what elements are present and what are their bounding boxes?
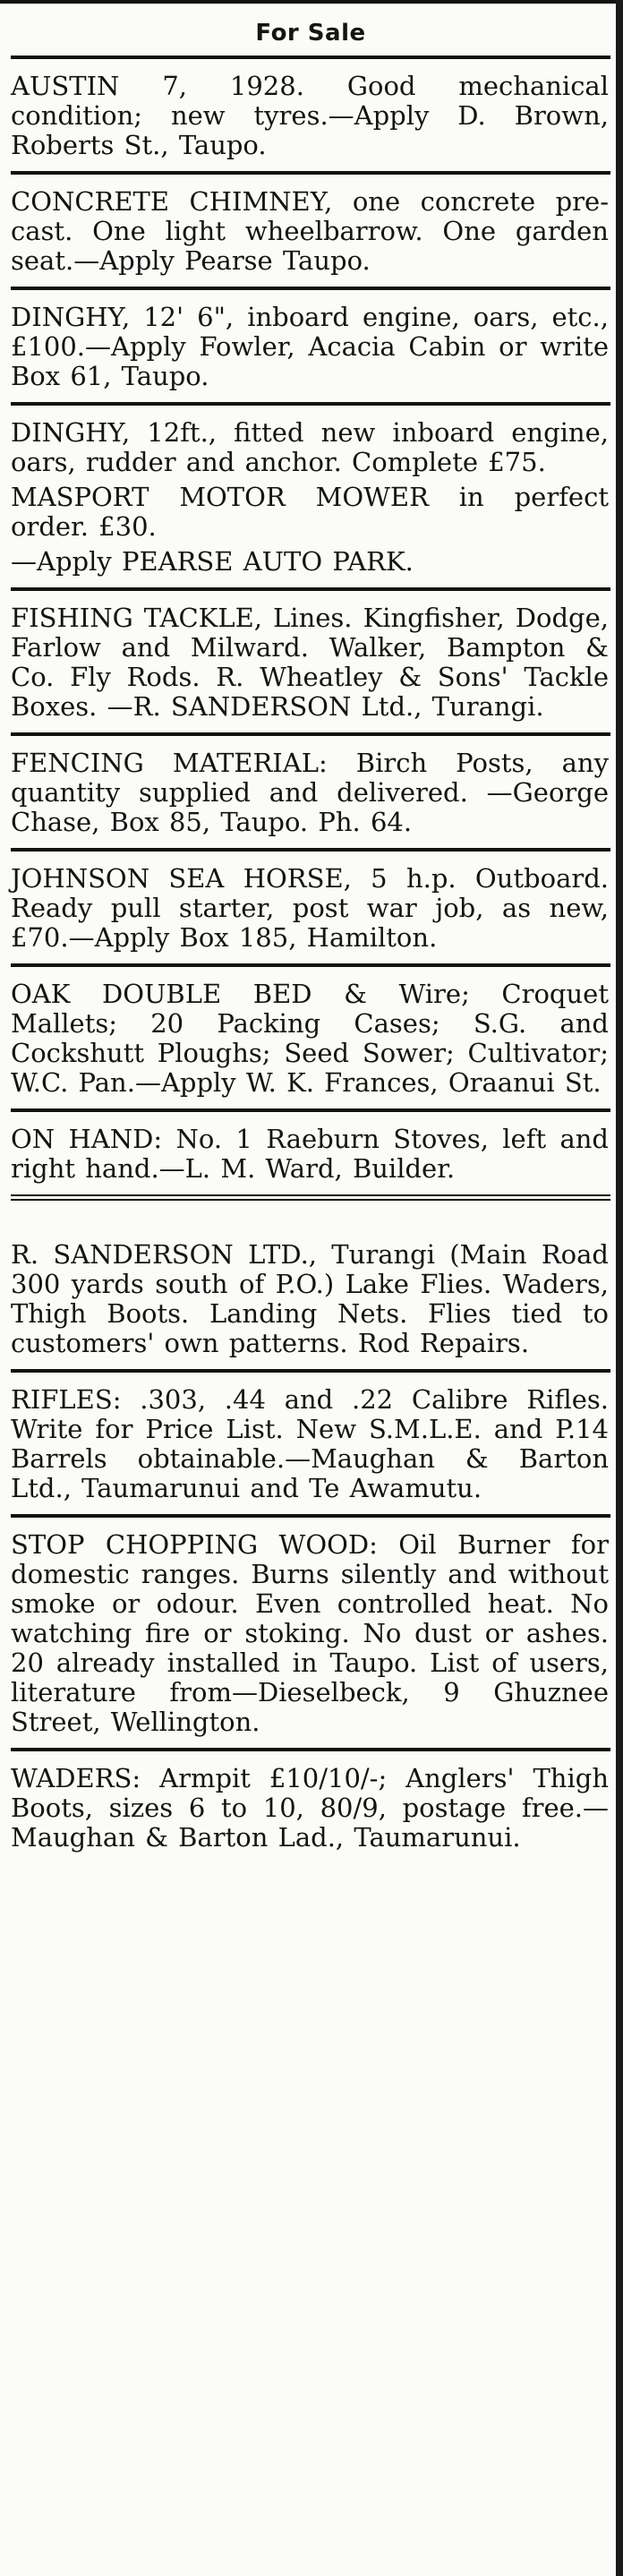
ad-text: OAK DOUBLE BED & Wire; Croquet Mallets; 20 Packing Cases; S.G. and Cockshutt Ploughs; Seed Sower; Cultivator; W.C. Pan.—Apply W. K. Frances, Oraanui St. bbox=[11, 979, 609, 1098]
classified-ad-r-sanderson bbox=[11, 1201, 610, 1373]
classified-ad-rifles bbox=[11, 1373, 610, 1518]
ad-text: DINGHY, 12ft., fitted new inboard engine, oars, rudder and anchor. Complete £75. bbox=[11, 417, 609, 477]
ad-text: CONCRETE CHIMNEY, one concrete pre-cast. One light wheelbarrow. One garden seat.—Apply Pearse Taupo. bbox=[11, 186, 609, 276]
ad-text: DINGHY, 12' 6", inboard engine, oars, etc., £100.—Apply Fowler, Acacia Cabin or write Box 61, Taupo. bbox=[11, 302, 609, 391]
ad-text: RIFLES: .303, .44 and .22 Calibre Rifles. Write for Price List. New S.M.L.E. and P.14 Barrels obtainable.—Maughan & Barton Ltd., Taumarunui and Te Awamutu. bbox=[11, 1384, 609, 1503]
column-edge-rule bbox=[616, 0, 623, 2576]
classified-ad-dinghy-masport bbox=[11, 406, 610, 591]
classified-ad-oak-double-bed bbox=[11, 967, 610, 1112]
classified-ad-fishing-tackle bbox=[11, 591, 610, 736]
ad-text: FISHING TACKLE, Lines. Kingfisher, Dodge, Farlow and Milward. Walker, Bampton & Co. Fly Rods. R. Wheatley & Sons' Tackle Boxes. —R. SANDERSON Ltd., Turangi. bbox=[11, 603, 609, 722]
ad-text: R. SANDERSON LTD., Turangi (Main Road 300 yards south of P.O.) Lake Flies. Waders, Thigh Boots. Landing Nets. Flies tied to customers' own patterns. Rod Repairs. bbox=[11, 1239, 609, 1358]
classified-ad-on-hand bbox=[11, 1112, 610, 1201]
ad-text: AUSTIN 7, 1928. Good mechanical condition; new tyres.—Apply D. Brown, Roberts St., Taupo. bbox=[11, 71, 609, 160]
classified-ad-fencing-material bbox=[11, 736, 610, 852]
ad-text: JOHNSON SEA HORSE, 5 h.p. Outboard. Ready pull starter, post war job, as new, £70.—Apply Box 185, Hamilton. bbox=[11, 863, 609, 953]
ad-text: WADERS: Armpit £10/10/-; Anglers' Thigh Boots, sizes 6 to 10, 80/9, postage free.—Maughan & Barton Lad., Taumarunui. bbox=[11, 1763, 609, 1853]
ad-text: ON HAND: No. 1 Raeburn Stoves, left and right hand.—L. M. Ward, Builder. bbox=[11, 1124, 609, 1184]
classified-ad-concrete-chimney bbox=[11, 175, 610, 290]
classified-ad-dinghy-12-6 bbox=[11, 290, 610, 406]
section-heading: For Sale bbox=[11, 0, 610, 59]
classified-ad-johnson-sea-horse bbox=[11, 852, 610, 967]
ad-text: STOP CHOPPING WOOD: Oil Burner for domestic ranges. Burns silently and without smoke or odour. Even controlled heat. No watching fire or stoking. No dust or ashes. 20 already installed in Taupo. List of users, literature from—Dieselbeck, 9 Ghuznee Street, Wellington. bbox=[11, 1529, 609, 1737]
classified-ad-waders bbox=[11, 1751, 610, 1863]
ad-text-3: —Apply PEARSE AUTO PARK. bbox=[11, 546, 414, 577]
classified-ad-stop-chopping-wood bbox=[11, 1518, 610, 1751]
classified-ad-austin bbox=[11, 59, 610, 175]
ad-text: FENCING MATERIAL: Birch Posts, any quantity supplied and delivered. —George Chase, Box 85, Taupo. Ph. 64. bbox=[11, 748, 609, 837]
ad-text-2: MASPORT MOTOR MOWER in perfect order. £30. bbox=[11, 482, 609, 542]
top-rule bbox=[0, 0, 616, 4]
